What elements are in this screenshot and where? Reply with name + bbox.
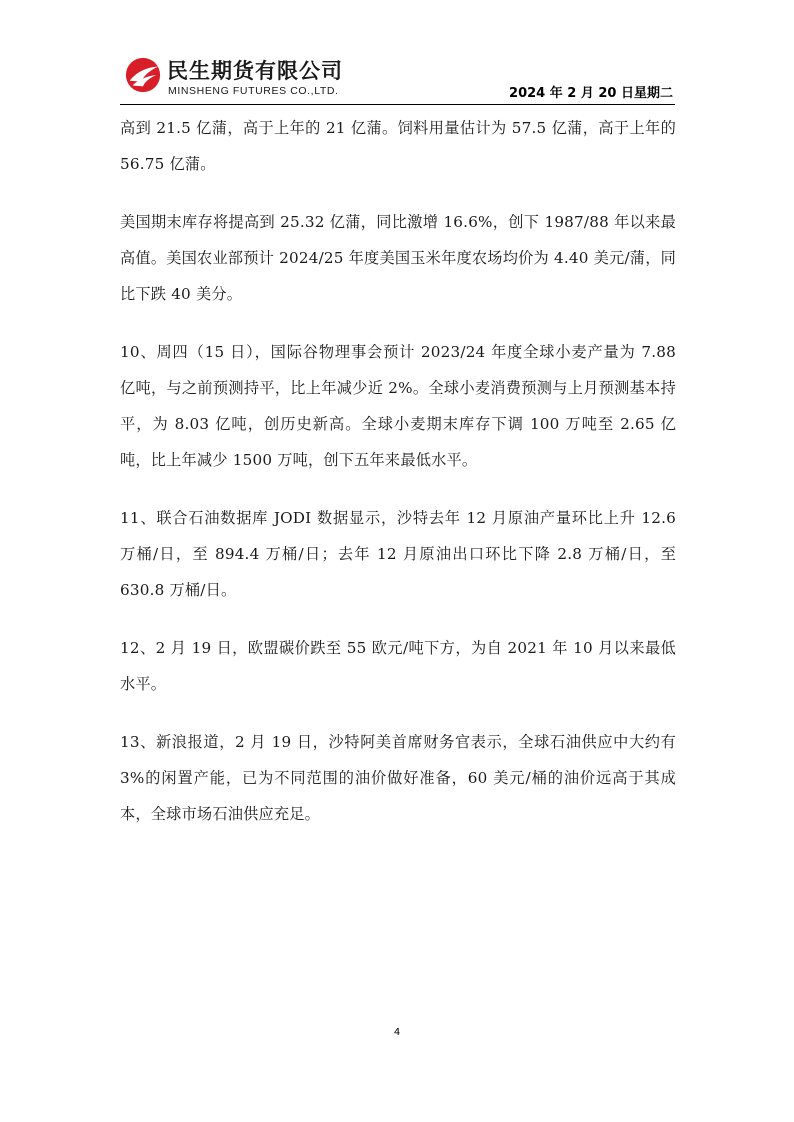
paragraph-saudi-aramco: 13、新浪报道，2 月 19 日，沙特阿美首席财务官表示，全球石油供应中大约有 3%的闲置产能，已为不同范围的油价做好准备，60 美元/桶的油价远高于其成本，全球市场石油供应充足。 (120, 733, 676, 823)
paragraph-us-corn-stocks: 美国期末库存将提高到 25.32 亿蒲，同比激增 16.6%，创下 1987/88 年以来最高值。美国农业部预计 2024/25 年度美国玉米年度农场均价为 4.40 美元/蒲，同比下跌 40 美分。 (120, 213, 676, 303)
report-body (120, 110, 676, 854)
company-name-cn: 民生期货有限公司 (167, 59, 343, 83)
paragraph-igc-wheat: 10、周四（15 日），国际谷物理事会预计 2023/24 年度全球小麦产量为 7.88 亿吨，与之前预测持平，比上年减少近 2%。全球小麦消费预测与上月预测基本持平，为 8.03 亿吨，创历史新高。全球小麦期末库存下调 100 万吨至 2.65 亿吨，比上年减少 1500 万吨，创下五年来最低水平。 (120, 343, 676, 469)
page-number: 4 (393, 1027, 401, 1038)
paragraph-jodi-saudi-oil: 11、联合石油数据库 JODI 数据显示，沙特去年 12 月原油产量环比上升 12.6 万桶/日，至 894.4 万桶/日；去年 12 月原油出口环比下降 2.8 万桶/日，至 630.8 万桶/日。 (120, 509, 676, 599)
paragraph-eu-carbon-price: 12、2 月 19 日，欧盟碳价跌至 55 欧元/吨下方，为自 2021 年 10 月以来最低水平。 (120, 639, 676, 693)
paragraph-corn-usage: 高到 21.5 亿蒲，高于上年的 21 亿蒲。饲料用量估计为 57.5 亿蒲，高于上年的 56.75 亿蒲。 (120, 119, 676, 173)
company-name-en: MINSHENG FUTURES CO.,LTD. (168, 85, 339, 97)
company-logo (124, 52, 364, 100)
minsheng-logo-icon (124, 56, 162, 94)
page-header (120, 50, 675, 105)
report-date: 2024 年 2 月 20 日星期二 (509, 86, 673, 101)
